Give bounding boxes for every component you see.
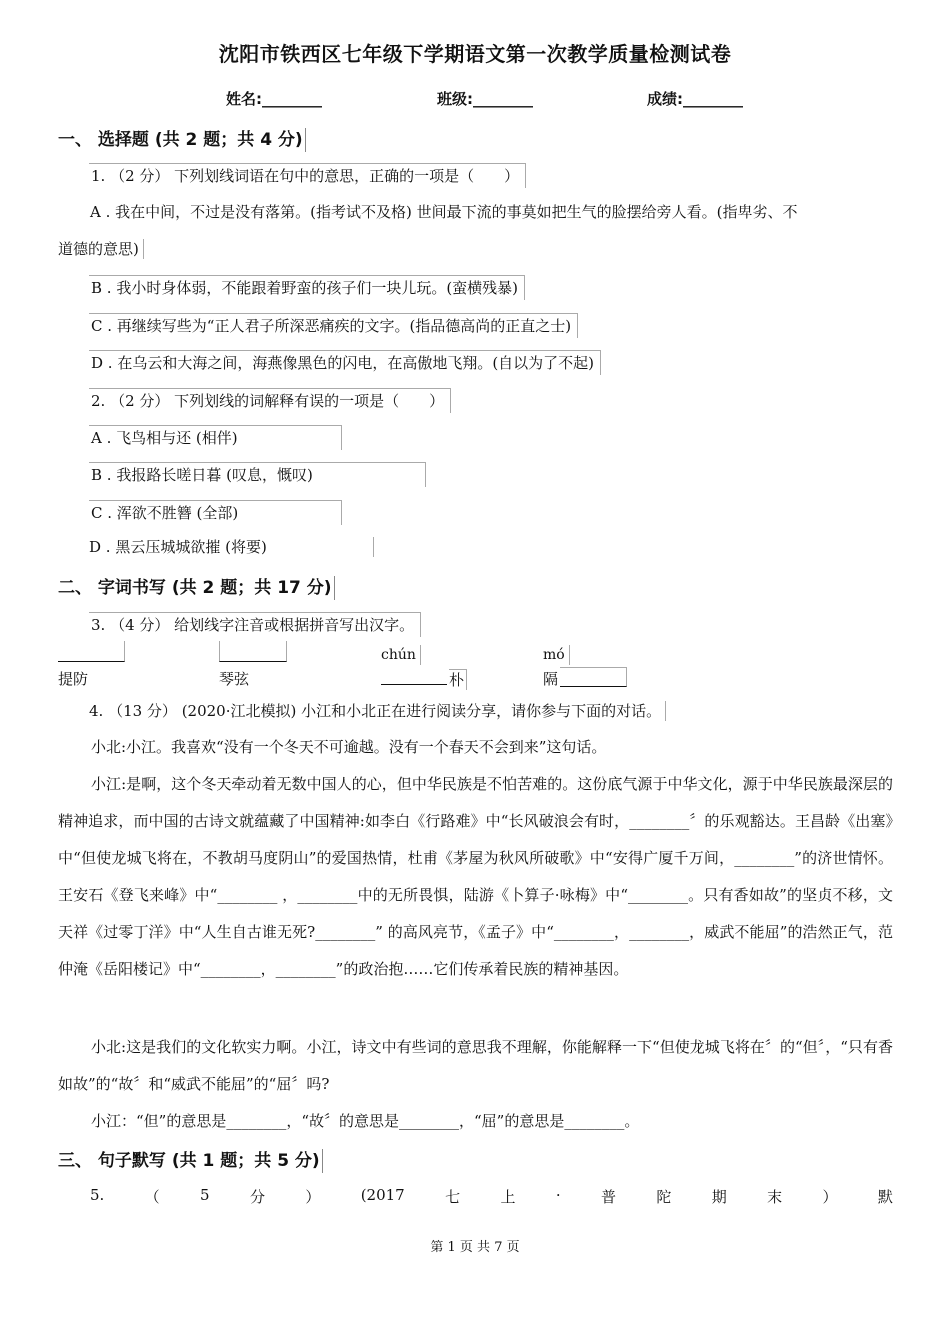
class-field-label: 班级:________ bbox=[437, 90, 533, 108]
answer-blank[interactable] bbox=[381, 684, 447, 685]
stem-token: ） bbox=[305, 1188, 321, 1206]
stem-token: 5 bbox=[200, 1186, 210, 1204]
section-title: 二、 字词书写 (共 2 题；共 17 分) bbox=[58, 578, 332, 598]
section-heading-recitation bbox=[58, 1146, 323, 1173]
stem-token: 期 bbox=[711, 1188, 727, 1206]
answer-blank[interactable] bbox=[58, 641, 125, 662]
question-2-stem: 2. （2 分） 下列划线的词解释有误的一项是（ ） bbox=[89, 388, 451, 413]
divider bbox=[322, 1149, 323, 1173]
question-2-option-d: D . 黑云压城城欲摧 (将要) bbox=[89, 537, 374, 557]
question-1-option-a: A . 我在中间，不过是没有落第。(指考试不及格) 世间最下流的事莫如把生气的脸摆给旁人看。(指卑劣、不 bbox=[90, 203, 798, 221]
stem-token: （ bbox=[144, 1188, 160, 1206]
dialogue-paragraph: 小江：“但”的意思是________，“故〞的意思是________，“屈”的意思是________。 bbox=[91, 1112, 640, 1130]
stem-token: 上 bbox=[500, 1188, 516, 1206]
stem-token: 分 bbox=[249, 1188, 265, 1206]
question-2-option-a: A . 飞鸟相与还 (相伴) bbox=[89, 425, 342, 450]
dialogue-paragraph: 小北:这是我们的文化软实力啊。小江，诗文中有些词的意思我不理解，你能解释一下“但使龙城飞将在〞的“但〞，“只有香如故”的“故〞和“威武不能屈”的“屈〞吗? bbox=[58, 1038, 893, 1093]
stem-token: (2017 bbox=[360, 1186, 405, 1204]
dialogue-paragraph: 小江:是啊，这个冬天牵动着无数中国人的心，但中华民族是不怕苦难的。这份底气源于中华文化，源于中华民族最深层的精神追求，而中国的古诗文就蕴藏了中国精神:如李白《行路难》中“长风破浪会有时，________〞的乐观豁达。王昌龄《出塞》中“但使龙城飞将在，不教胡马度阴山”的爱国热情，杜甫《茅屋为秋风所破歌》中“安得广厦千万间，________”的济世情怀。王安石《登飞来峰》中“________ ，________中的无所畏惧，陆游《卜算子·咏梅》中“________。只有香如故”的坚贞不移，文天祥《过零丁洋》中“人生自古谁无死?________” 的高风亮节，《孟子》中“________，________，威武不能屈”的浩然正气，范仲淹《岳阳楼记》中“________，________”的政治抱……它们传承着民族的精神基因。 bbox=[58, 775, 893, 978]
answer-blank[interactable] bbox=[219, 641, 287, 662]
page-number: 第 1 页 共 7 页 bbox=[430, 1240, 520, 1255]
pinyin-label: chún bbox=[381, 645, 421, 665]
answer-blank[interactable] bbox=[560, 667, 627, 687]
divider bbox=[334, 576, 335, 600]
question-2-option-b: B . 我报路长嗟日暮 (叹息，慨叹) bbox=[89, 462, 426, 487]
question-1-option-c: C . 再继续写些为“正人君子所深恶痛疾的文字。(指品德高尚的正直之士) bbox=[89, 313, 578, 338]
section-title: 一、 选择题 (共 2 题；共 4 分) bbox=[58, 130, 303, 150]
question-2-option-c: C . 浑欲不胜簪 (全部) bbox=[89, 500, 342, 525]
dialogue-paragraph: 小北:小江。我喜欢“没有一个冬天不可逾越。没有一个春天不会到来”这句话。 bbox=[91, 738, 607, 756]
stem-token: 陀 bbox=[656, 1188, 672, 1206]
question-4-stem: 4. （13 分） (2020·江北模拟) 小江和小北正在进行阅读分享，请你参与下面的对话。 bbox=[89, 701, 666, 721]
word-item: 提防 bbox=[58, 670, 89, 688]
stem-token: · bbox=[555, 1186, 561, 1204]
page-title: 沈阳市铁西区七年级下学期语文第一次教学质量检测试卷 bbox=[218, 42, 732, 66]
word-item: 隔 bbox=[543, 670, 559, 688]
stem-token: ） bbox=[822, 1188, 838, 1206]
score-field-label: 成绩:________ bbox=[647, 90, 743, 108]
divider bbox=[305, 128, 306, 152]
question-1-option-b: B . 我小时身体弱，不能跟着野蛮的孩子们一块儿玩。(蛮横残暴) bbox=[89, 275, 525, 300]
question-3-stem: 3. （4 分） 给划线字注音或根据拼音写出汉字。 bbox=[89, 612, 421, 637]
section-heading-choice bbox=[58, 125, 306, 152]
word-item: 琴弦 bbox=[219, 670, 250, 688]
question-5-stem bbox=[90, 1186, 893, 1207]
pinyin-label: mó bbox=[543, 645, 570, 665]
stem-token: 普 bbox=[600, 1188, 616, 1206]
stem-token: 末 bbox=[767, 1188, 783, 1206]
stem-token: 5. bbox=[90, 1186, 105, 1204]
name-field-label: 姓名:________ bbox=[226, 90, 322, 108]
section-title: 三、 句子默写 (共 1 题；共 5 分) bbox=[58, 1151, 320, 1171]
stem-token: 七 bbox=[445, 1188, 461, 1206]
word-item: 朴 bbox=[449, 669, 467, 690]
section-heading-writing bbox=[58, 573, 335, 600]
stem-token: 默 bbox=[877, 1188, 893, 1206]
question-1-option-a-cont: 道德的意思) bbox=[58, 239, 144, 259]
question-1-stem: 1. （2 分） 下列划线词语在句中的意思，正确的一项是（ ） bbox=[89, 163, 526, 188]
question-1-option-d: D . 在乌云和大海之间，海燕像黑色的闪电，在高傲地飞翔。(自以为了不起) bbox=[89, 350, 601, 375]
